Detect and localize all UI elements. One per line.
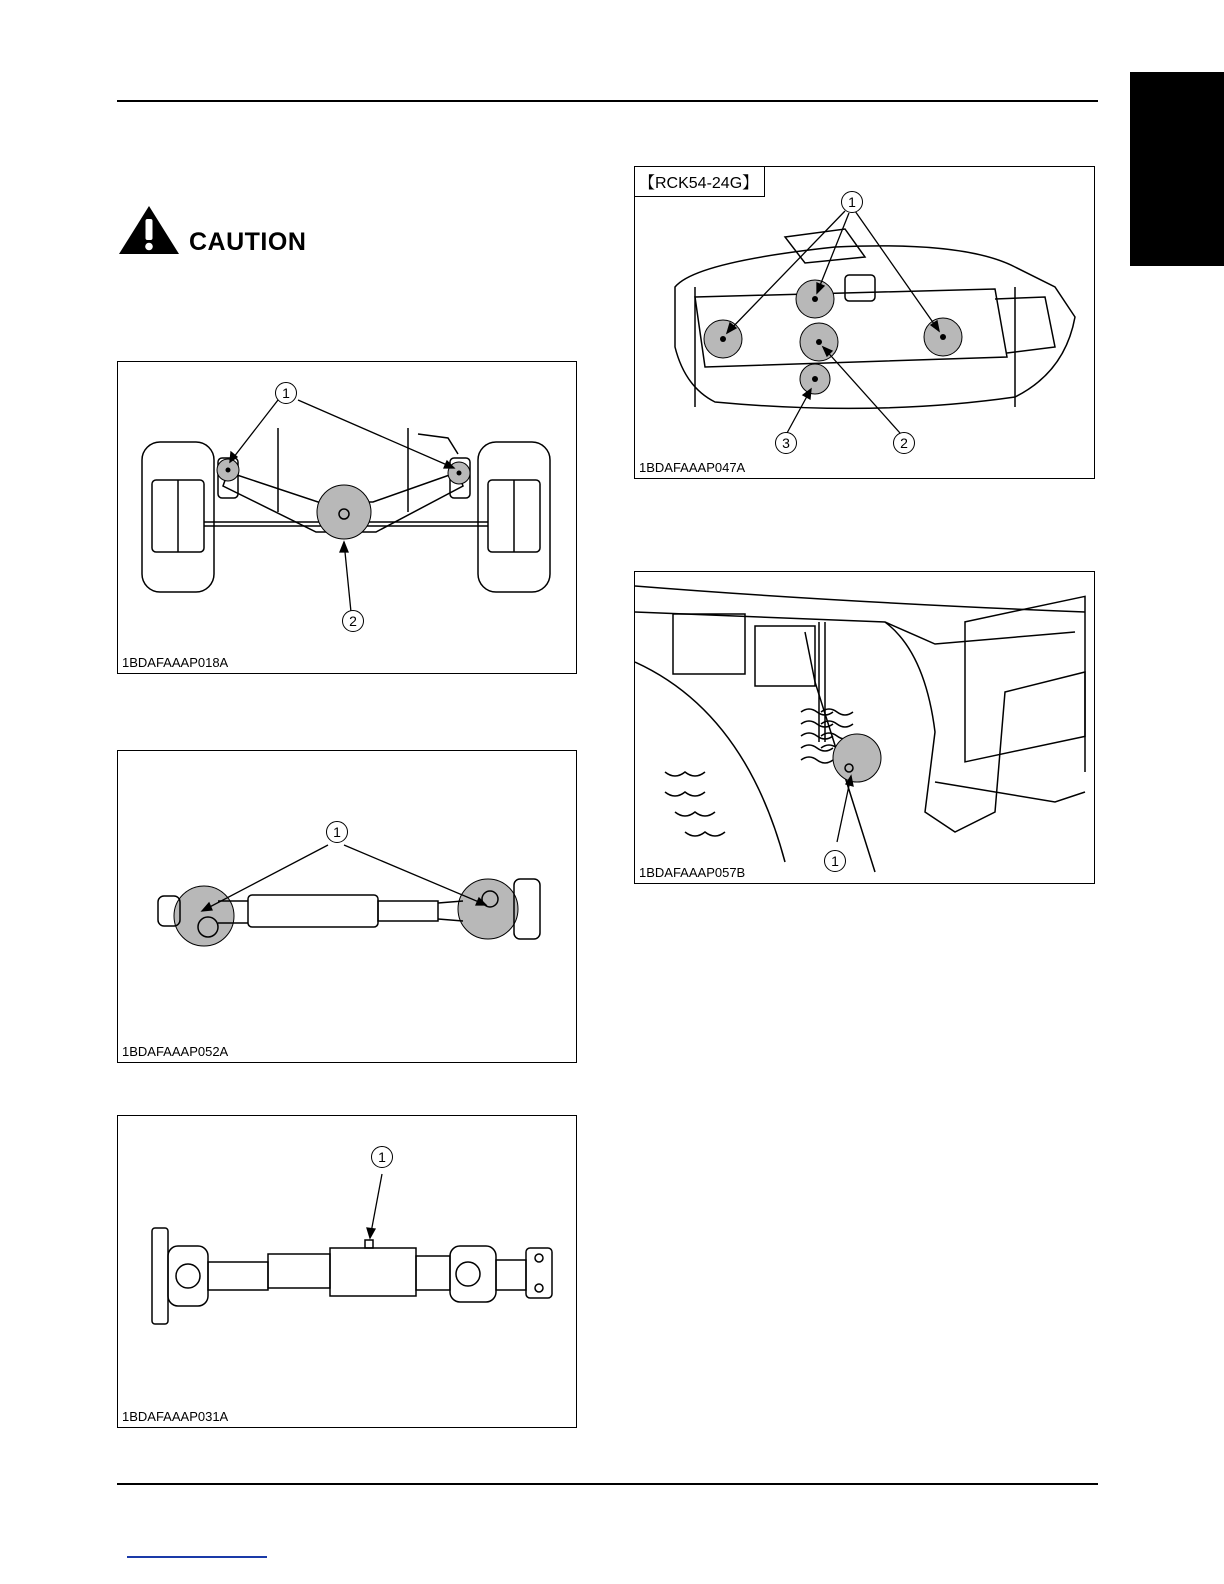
callout-2: 2 [893,432,915,454]
warning-triangle-icon [117,204,181,256]
header-rule [117,100,1098,102]
mower-deck-illustration [635,167,1095,479]
caution-label: CAUTION [189,228,307,256]
callout-1: 1 [841,191,863,213]
figure-linkage-detail [634,571,1095,884]
figure-code: 1BDAFAAAP057B [639,865,746,880]
figure-code: 1BDAFAAAP031A [122,1409,229,1424]
callout-1: 1 [371,1146,393,1168]
callout-1: 1 [275,382,297,404]
figure-code: 1BDAFAAAP052A [122,1044,229,1059]
propeller-shaft-illustration [118,751,577,1063]
footer-rule [117,1483,1098,1485]
figure-front-axle [117,361,577,674]
figure-drive-shaft [117,1115,577,1428]
callout-1: 1 [326,821,348,843]
callout-3: 3 [775,432,797,454]
model-tag: 【RCK54-24G】 [635,167,765,197]
drive-shaft-illustration [118,1116,577,1428]
footer-link-underline[interactable] [127,1556,267,1558]
figure-code: 1BDAFAAAP047A [639,460,746,475]
figure-mower-deck [634,166,1095,479]
callout-1: 1 [824,850,846,872]
callout-2: 2 [342,610,364,632]
figure-propeller-shaft [117,750,577,1063]
caution-block [117,204,417,264]
figure-code: 1BDAFAAAP018A [122,655,229,670]
section-tab [1130,72,1224,266]
linkage-illustration [635,572,1095,884]
